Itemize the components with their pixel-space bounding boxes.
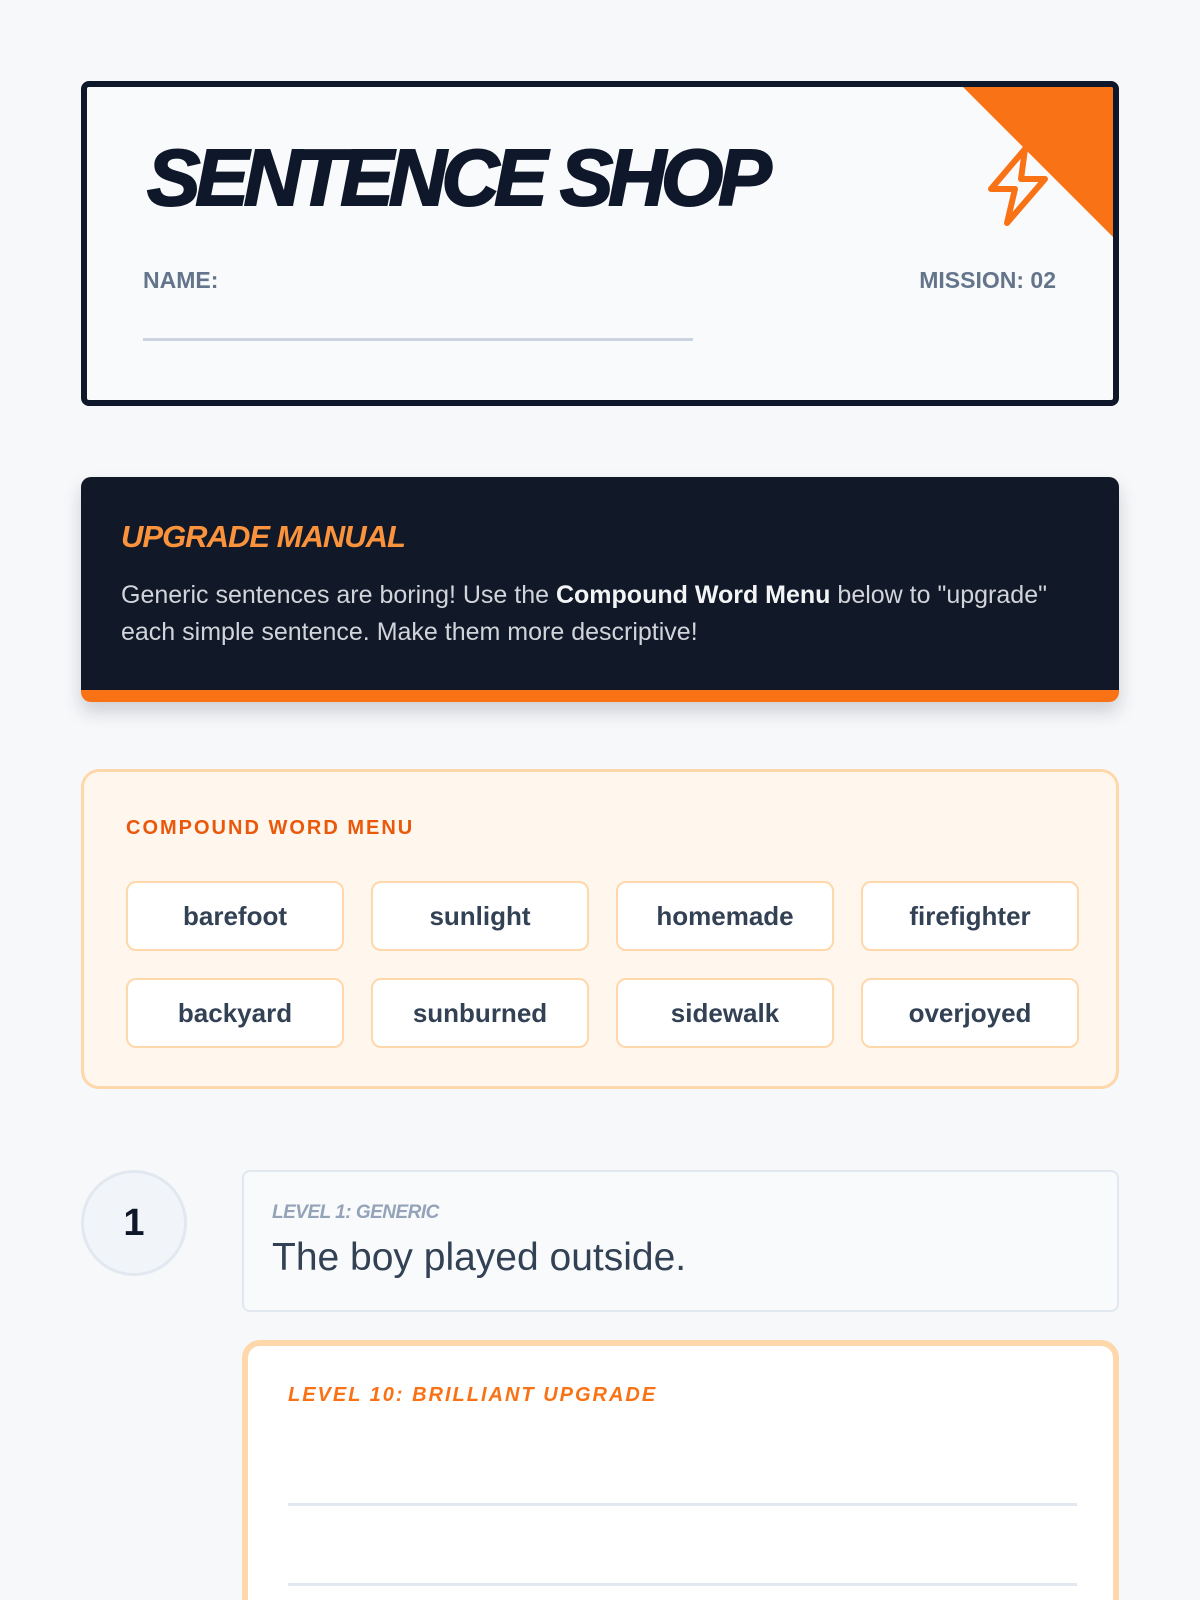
answer-line[interactable]: [288, 1583, 1077, 1586]
generic-sentence: The boy played outside.: [272, 1236, 687, 1279]
instructions-text-part: below to "upgrade" each simple sentence. Make them more descriptive!: [121, 581, 1047, 646]
upgrade-answer-box[interactable]: [242, 1340, 1119, 1600]
name-label: NAME:: [143, 267, 219, 293]
lightning-bolt-icon: [985, 145, 1051, 227]
page-title: SENTENCE SHOP: [147, 133, 767, 222]
instructions-banner: [81, 477, 1119, 702]
instructions-text-part: Generic sentences are boring! Use the: [121, 581, 556, 609]
instructions-text-bold: Compound Word Menu: [555, 581, 831, 609]
word-chip: barefoot: [126, 881, 344, 951]
instructions-title: UPGRADE MANUAL: [121, 519, 405, 554]
word-chip: sunburned: [371, 978, 589, 1048]
word-chip: sidewalk: [616, 978, 834, 1048]
word-chip: firefighter: [861, 881, 1079, 951]
name-field[interactable]: [143, 338, 693, 341]
word-chip: overjoyed: [861, 978, 1079, 1048]
generic-level-label: LEVEL 1: GENERIC: [272, 1202, 439, 1223]
question-number: 1: [81, 1170, 187, 1276]
generic-sentence-box: [242, 1170, 1119, 1312]
compound-word-menu: [81, 769, 1119, 1089]
instructions-text: [121, 577, 1079, 651]
upgrade-level-label: LEVEL 10: BRILLIANT UPGRADE: [288, 1384, 658, 1406]
word-chip: backyard: [126, 978, 344, 1048]
word-menu-title: COMPOUND WORD MENU: [126, 817, 415, 839]
word-chip: homemade: [616, 881, 834, 951]
word-chip: sunlight: [371, 881, 589, 951]
worksheet-header: [81, 81, 1119, 406]
mission-label: MISSION: 02: [919, 267, 1056, 293]
answer-line[interactable]: [288, 1503, 1077, 1506]
